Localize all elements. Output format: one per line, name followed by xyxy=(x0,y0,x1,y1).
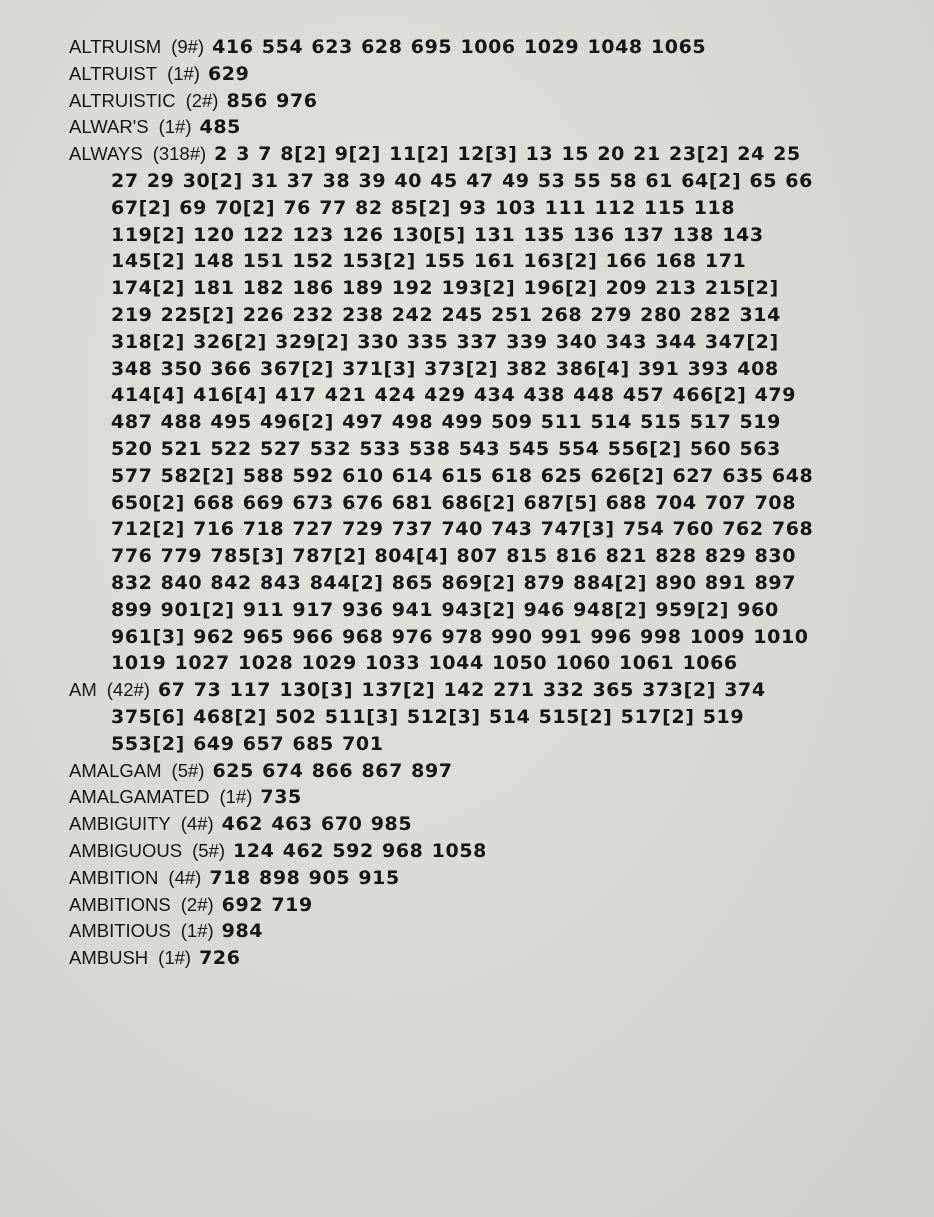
entry-word: ALWAR'S xyxy=(69,116,149,138)
entry-pages: 124 462 592 968 1058 xyxy=(232,839,487,862)
entry-pages: 625 674 866 867 897 xyxy=(212,759,453,782)
entry-word: ALTRUIST xyxy=(69,62,158,84)
index-entry xyxy=(69,918,814,945)
entry-count: (1#) xyxy=(219,786,253,808)
entry-pages: 629 xyxy=(207,62,250,85)
entry-pages: 485 xyxy=(199,116,241,139)
entry-pages: 856 976 xyxy=(226,89,318,112)
index-entry xyxy=(69,61,814,88)
entry-word: AMBITIONS xyxy=(69,893,171,915)
entry-count: (5#) xyxy=(171,759,205,781)
index-entry xyxy=(69,141,814,677)
entry-count: (1#) xyxy=(180,920,214,942)
entry-count: (5#) xyxy=(192,839,225,861)
entry-pages: 718 898 905 915 xyxy=(209,866,400,889)
entry-pages: 984 xyxy=(221,920,264,943)
entry-count: (9#) xyxy=(171,36,205,57)
word-index-list xyxy=(69,34,814,972)
index-entry xyxy=(69,88,814,115)
entry-word: ALTRUISTIC xyxy=(69,89,176,111)
entry-count: (2#) xyxy=(180,893,214,915)
entry-word: ALWAYS xyxy=(69,143,143,165)
entry-word: AMALGAMATED xyxy=(69,786,210,808)
entry-pages: 67 73 117 130[3] 137[2] 142 271 332 365 373[2] 374 375[6] 468[2] 502 511[3] 512[3] 514 515[2] 517[2] 519 553[2] 649 657 685 701 xyxy=(111,679,766,755)
index-entry xyxy=(69,838,814,865)
entry-word: AMBUSH xyxy=(69,947,149,969)
index-entry xyxy=(69,34,814,61)
entry-pages: 2 3 7 8[2] 9[2] 11[2] 12[3] 13 15 20 21 23[2] 24 25 27 29 30[2] 31 37 38 39 40 45 47 49 53 55 58 61 64[2] 65 66 67[2] 69 70[2] 76 77 82 85[2] 93 103 111 112 115 118 119[2] 120 122 123 126 130[5] 131 135 136 137 138 143 145[2] 148 151 152 153[2] 155 161 163[2] 166 168 171 174[2] 181 182 186 189 192 193[2] 196[2] 209 213 215[2] 219 225[2] 226 232 238 242 245 251 268 279 280 282 314 318[2] 326[2] 329[2] 330 335 337 339 340 343 344 347[2] 348 350 366 367[2] 371[3] 373[2] 382 386[4] 391 393 408 414[4] 416[4] 417 421 424 429 434 438 448 457 466[2] 479 487 488 495 496[2] 497 498 499 509 511 514 515 517 519 520 521 522 527 532 533 538 543 545 554 556[2] 560 563 577 582[2] 588 592 610 614 615 618 625 626[2] 627 635 648 650[2] 668 669 673 676 681 686[2] 687[5] 688 704 707 708 712[2] 716 718 727 729 737 740 743 747[3] 754 760 762 768 776 779 785[3] 787[2] 804[4] 807 815 816 821 828 829 830 832 840 842 843 844[2] 865 869[2] 879 884[2] 890 891 897 899 901[2] 911 917 936 941 943[2] 946 948[2] 959[2] 960 961[3] 962 965 966 968 976 978 990 991 996 998 1009 1010 1019 1027 1028 1029 1033 1044 1050 1060 1061 1066 xyxy=(111,143,814,675)
entry-word: AMBIGUOUS xyxy=(69,839,183,861)
entry-count: (1#) xyxy=(167,62,200,84)
index-entry xyxy=(69,114,814,141)
entry-count: (42#) xyxy=(106,679,150,701)
index-entry xyxy=(69,892,814,919)
entry-count: (2#) xyxy=(185,89,219,111)
index-entry xyxy=(69,865,814,892)
entry-word: AM xyxy=(69,679,97,701)
entry-word: ALTRUISM xyxy=(69,36,162,57)
index-entry xyxy=(69,677,814,757)
entry-pages: 735 xyxy=(260,786,302,809)
entry-pages: 726 xyxy=(199,947,241,970)
entry-count: (318#) xyxy=(152,143,207,165)
entry-word: AMBITIOUS xyxy=(69,920,171,942)
index-entry xyxy=(69,811,814,838)
index-entry xyxy=(69,945,814,972)
entry-word: AMALGAM xyxy=(69,759,162,781)
index-entry xyxy=(69,758,814,785)
entry-count: (1#) xyxy=(158,947,192,969)
entry-word: AMBITION xyxy=(69,866,159,888)
entry-pages: 692 719 xyxy=(221,893,313,916)
entry-count: (4#) xyxy=(180,813,214,835)
entry-count: (4#) xyxy=(168,866,202,888)
entry-pages: 462 463 670 985 xyxy=(221,813,413,836)
entry-count: (1#) xyxy=(158,116,192,138)
index-entry xyxy=(69,784,814,811)
entry-word: AMBIGUITY xyxy=(69,813,171,835)
entry-pages: 416 554 623 628 695 1006 1029 1048 1065 xyxy=(212,36,707,58)
